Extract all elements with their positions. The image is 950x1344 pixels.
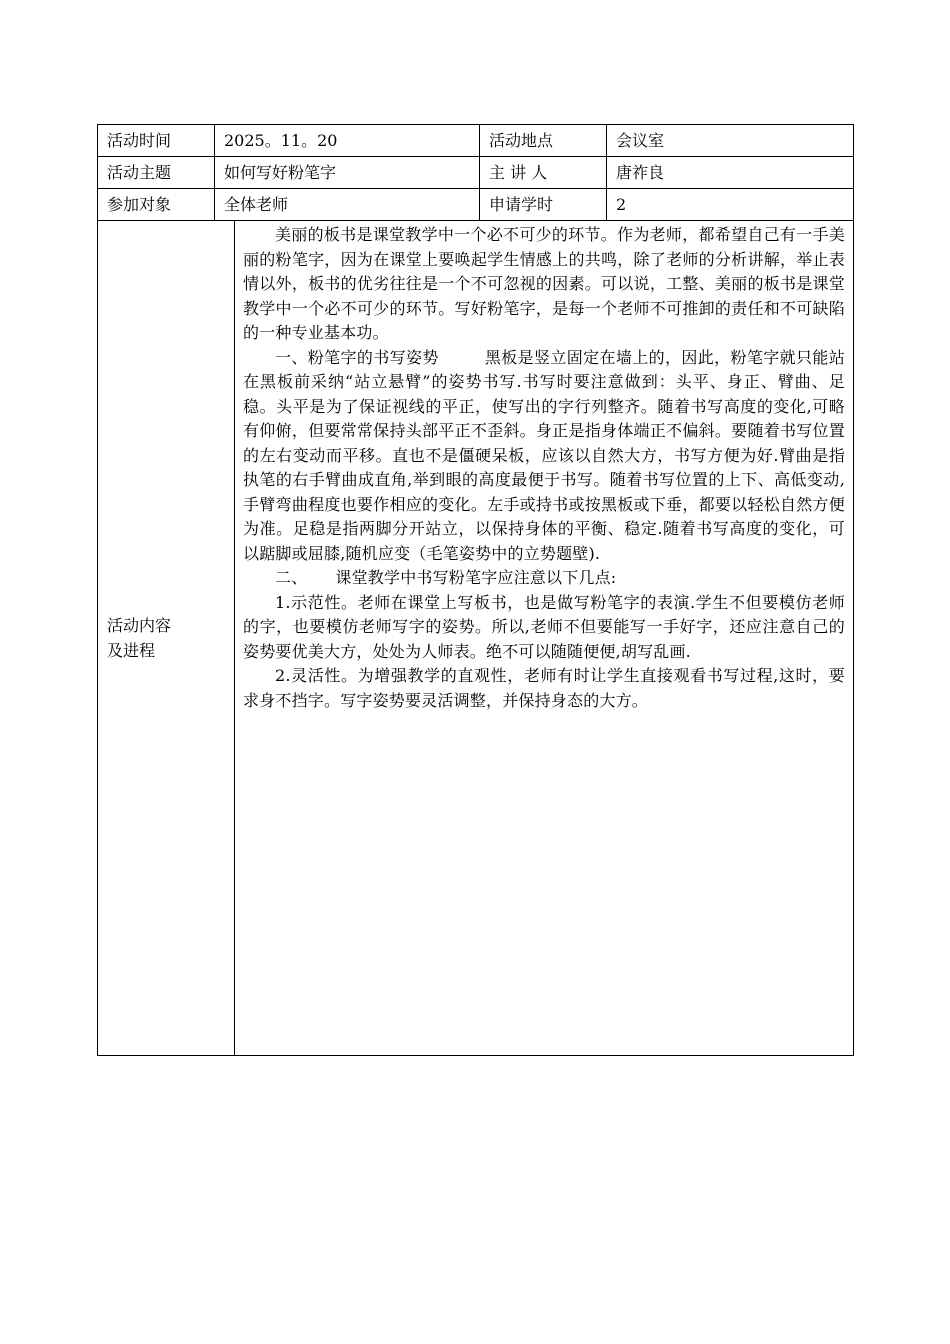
point2-paragraph: 2.灵活性。为增强教学的直观性，老师有时让学生直接观看书写过程,这时，要求身不挡字。写字姿势要灵活调整，并保持身态的大方。 xyxy=(243,666,846,710)
value-activity-location: 会议室 xyxy=(607,125,854,157)
table-row xyxy=(98,157,854,189)
label-activity-time: 活动时间 xyxy=(98,125,215,157)
label-credit-hours: 申请学时 xyxy=(480,189,607,221)
label-speaker: 主 讲 人 xyxy=(480,157,607,189)
label-activity-location: 活动地点 xyxy=(480,125,607,157)
section2-paragraph xyxy=(243,566,845,591)
label-activity-topic: 活动主题 xyxy=(98,157,215,189)
intro-paragraph: 美丽的板书是课堂教学中一个必不可少的环节。作为老师，都希望自己有一手美丽的粉笔字，因为在课堂上要唤起学生情感上的共鸣，除了老师的分析讲解，举止表情以外，板书的优劣往往是一个不可忽视的因素。可以说，工整、美丽的板书是课堂教学中一个必不可少的环节。写好粉笔字，是每一个老师不可推卸的责任和不可缺陷的一种专业基本功。 xyxy=(243,225,846,342)
section1-heading: 一、粉笔字的书写姿势 xyxy=(275,347,439,367)
section1-paragraph xyxy=(243,346,845,567)
section2-heading: 课堂教学中书写粉笔字应注意以下几点: xyxy=(335,568,617,587)
content-label-line2: 及进程 xyxy=(107,641,156,660)
value-credit-hours: 2 xyxy=(607,189,854,221)
label-content-progress xyxy=(98,221,235,1056)
table-row xyxy=(98,221,854,1056)
content-text xyxy=(235,221,853,713)
value-activity-time: 2025。11。20 xyxy=(215,125,480,157)
value-speaker: 唐祚良 xyxy=(607,157,854,189)
table-row xyxy=(98,125,854,157)
section1-body: 黑板是竖立固定在墙上的，因此，粉笔字就只能站在黑板前采纳“站立悬臂”的姿势书写.书写时要注意做到：头平、身正、臂曲、足稳。头平是为了保证视线的平正，使写出的字行列整齐。随着书写高度的变化,可略有仰俯，但要常常保持头部平正不歪斜。身正是指身体端正不偏斜。要随着书写位置的左右变动而平移。直也不是僵硬呆板，应该以自然大方，书写方便为好.臂曲是指执笔的右手臂曲成直角,举到眼的高度最便于书写。随着书写位置的上下、高低变动,手臂弯曲程度也要作相应的变化。左手或持书或按黑板或下垂，都要以轻松自然方便为准。足稳是指两脚分开站立，以保持身体的平衡、稳定.随着书写高度的变化，可以踮脚或屈膝,随机应变（毛笔姿势中的立势题壁). xyxy=(243,347,846,563)
content-body-cell xyxy=(235,221,854,1056)
value-participants: 全体老师 xyxy=(215,189,480,221)
table-row xyxy=(98,189,854,221)
content-label-line1: 活动内容 xyxy=(107,616,172,635)
value-activity-topic: 如何写好粉笔字 xyxy=(215,157,480,189)
point1-paragraph: 1.示范性。老师在课堂上写板书，也是做写粉笔字的表演.学生不但要模仿老师的字，也要模仿老师写字的姿势。所以,老师不但要能写一手好字，还应注意自己的姿势要优美大方，处处为人师表。绝不可以随随便便,胡写乱画. xyxy=(243,592,846,661)
activity-record-table xyxy=(97,124,854,1056)
section2-number: 二、 xyxy=(275,568,308,587)
label-participants: 参加对象 xyxy=(98,189,215,221)
